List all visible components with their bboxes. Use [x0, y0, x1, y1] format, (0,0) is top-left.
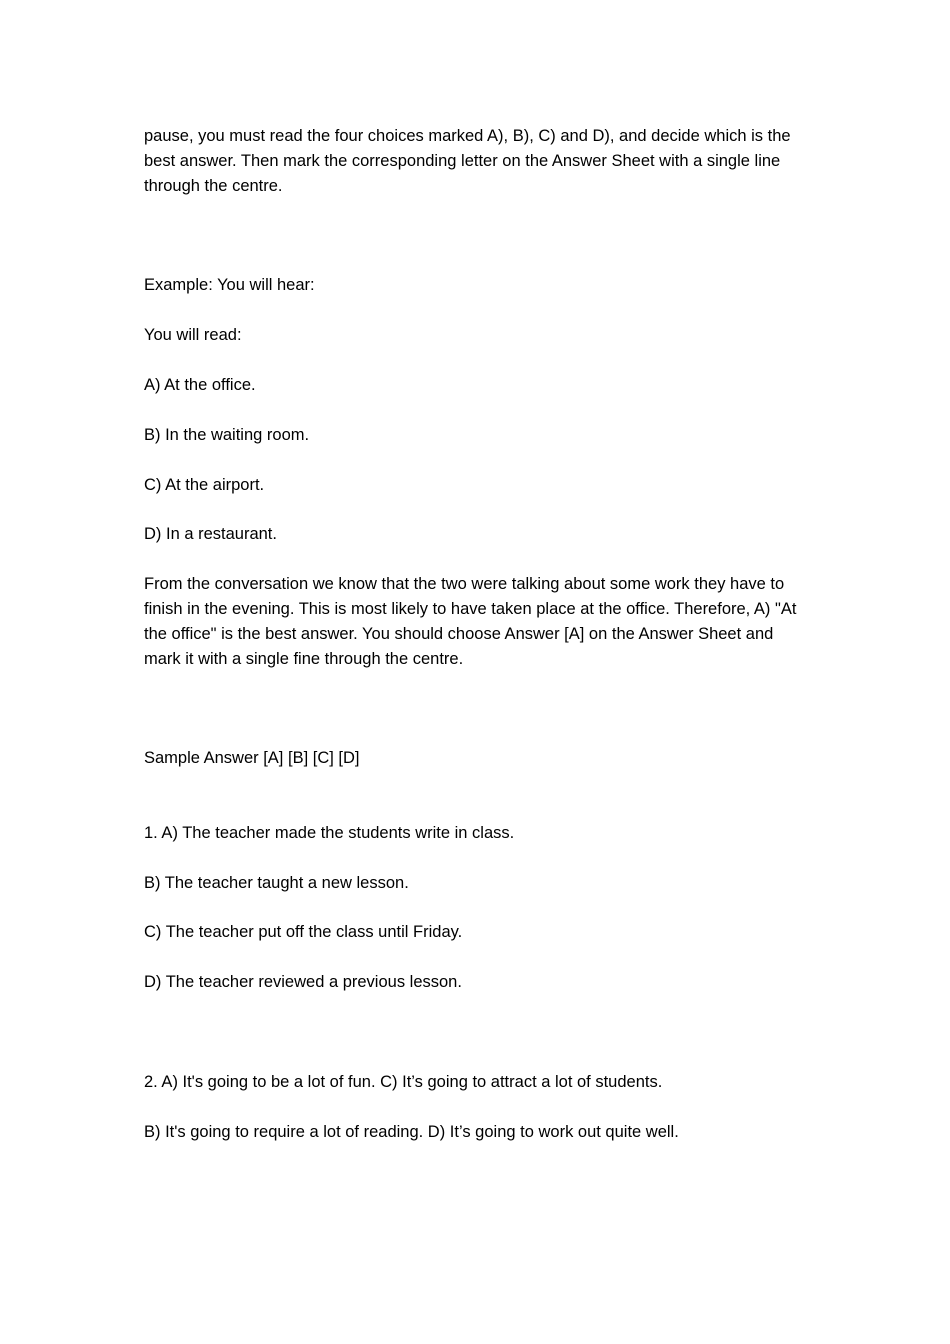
- question-1-option-c: C) The teacher put off the class until Friday.: [144, 923, 463, 941]
- instructions-paragraph: pause, you must read the four choices marked A), B), C) and D), and decide which is the best answer. Then mark the corresponding letter on the Answer Sheet with a single line through the centre.: [144, 127, 791, 195]
- example-option-d: D) In a restaurant.: [144, 525, 277, 543]
- example-option-c: C) At the airport.: [144, 476, 265, 494]
- question-1-option-d: D) The teacher reviewed a previous lesson.: [144, 973, 462, 991]
- example-option-a: A) At the office.: [144, 376, 256, 394]
- question-1-option-a: 1. A) The teacher made the students write in class.: [144, 824, 515, 842]
- example-hear-label: Example: You will hear:: [144, 276, 315, 294]
- example-read-label: You will read:: [144, 326, 242, 344]
- example-option-b: B) In the waiting room.: [144, 426, 310, 444]
- question-2-options-a-c: 2. A) It's going to be a lot of fun. C) It’s going to attract a lot of students.: [144, 1073, 663, 1091]
- question-1-option-b: B) The teacher taught a new lesson.: [144, 874, 409, 892]
- example-explanation: From the conversation we know that the two were talking about some work they have to finish in the evening. This is most likely to have taken place at the office. Therefore, A) "At the office" is the best answer. You should choose Answer [A] on the Answer Sheet and mark it with a single fine through the centre.: [144, 575, 797, 668]
- question-2-options-b-d: B) It's going to require a lot of reading. D) It’s going to work out quite well.: [144, 1123, 679, 1141]
- sample-answer-line: Sample Answer [A] [B] [C] [D]: [144, 749, 360, 767]
